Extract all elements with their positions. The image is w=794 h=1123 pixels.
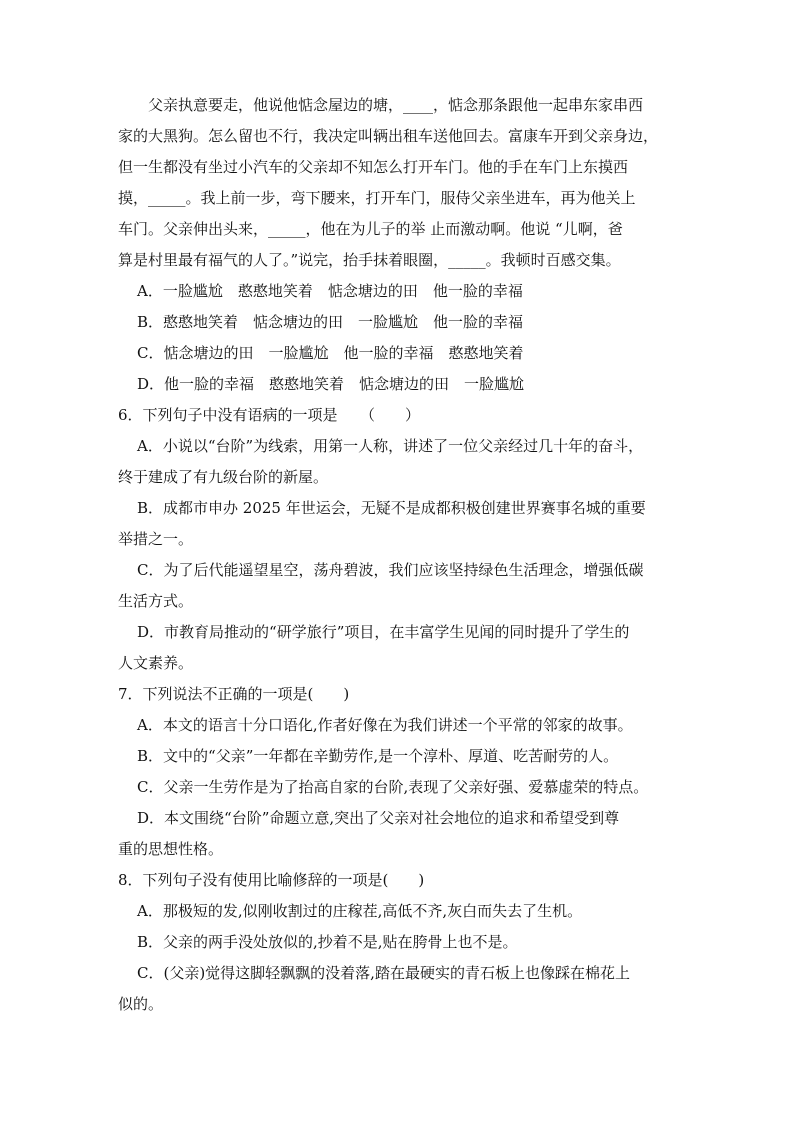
- q5-option-d: D．他一脸的幸福 憨憨地笑着 惦念塘边的田 一脸尴尬: [137, 375, 525, 393]
- q6-option-b: B．成都市申办 2025 年世运会，无疑不是成都积极创建世界赛事名城的重要: [137, 499, 646, 517]
- q6-option-d-cont: 人文素养。: [118, 654, 194, 672]
- q8-option-c-cont: 似的。: [118, 995, 164, 1013]
- q8-option-b: B．父亲的两手没处放似的,抄着不是,贴在胯骨上也不是。: [137, 933, 518, 951]
- q6-option-a: A．小说以“台阶”为线索，用第一人称，讲述了一位父亲经过几十年的奋斗，: [137, 437, 644, 455]
- q6-option-a-cont: 终于建成了有九级台阶的新屋。: [118, 468, 329, 486]
- q8-stem: 8．下列句子没有使用比喻修辞的一项是( ): [118, 871, 425, 889]
- q7-option-b: B．文中的“父亲”一年都在辛勤劳作,是一个淳朴、厚道、吃苦耐劳的人。: [137, 747, 619, 765]
- q6-stem: 6．下列句子中没有语病的一项是 （ ）: [118, 406, 421, 424]
- q7-option-d: D．本文围绕“台阶”命题立意,突出了父亲对社会地位的追求和希望受到尊: [137, 809, 620, 827]
- q8-option-a: A．那极短的发,似刚收割过的庄稼茬,高低不齐,灰白而失去了生机。: [137, 902, 583, 920]
- q7-option-a: A．本文的语言十分口语化,作者好像在为我们讲述一个平常的邻家的故事。: [137, 716, 633, 734]
- q5-option-b: B．憨憨地笑着 惦念塘边的田 一脸尴尬 他一脸的幸福: [137, 313, 524, 331]
- passage-line: 车门。父亲伸出头来，_____，他在为儿子的举 止而激动啊。他说 “儿啊，爸: [118, 220, 623, 238]
- q7-option-d-cont: 重的思想性格。: [118, 840, 224, 858]
- q5-option-c: C．惦念塘边的田 一脸尴尬 他一脸的幸福 憨憨地笑着: [137, 344, 524, 362]
- q7-option-c: C．父亲一生劳作是为了抬高自家的台阶,表现了父亲好强、爱慕虚荣的特点。: [137, 778, 649, 796]
- document-page: [118, 90, 680, 1020]
- q7-stem: 7．下列说法不正确的一项是( ): [118, 685, 350, 703]
- q5-option-a: A．一脸尴尬 憨憨地笑着 惦念塘边的田 他一脸的幸福: [137, 282, 523, 300]
- passage-line: 但一生都没有坐过小汽车的父亲却不知怎么打开车门。他的手在车门上东摸西: [118, 158, 629, 176]
- q6-option-d: D．市教育局推动的“研学旅行”项目，在丰富学生见闻的同时提升了学生的: [137, 623, 630, 641]
- q8-option-c: C．(父亲)觉得这脚轻飘飘的没着落,踏在最硬实的青石板上也像踩在棉花上: [137, 964, 630, 982]
- passage-line: 摸，_____。我上前一步，弯下腰来，打开车门，服侍父亲坐进车，再为他关上: [118, 189, 636, 207]
- q6-option-c: C．为了后代能遥望星空，荡舟碧波，我们应该坚持绿色生活理念，增强低碳: [137, 561, 644, 579]
- q6-option-c-cont: 生活方式。: [118, 592, 194, 610]
- passage-line: 父亲执意要走，他说他惦念屋边的塘，____，惦念那条跟他一起串东家串西: [148, 96, 644, 114]
- passage-line: 算是村里最有福气的人了。”说完，抬手抹着眼圈，_____。我顿时百感交集。: [118, 251, 621, 269]
- q6-option-b-cont: 举措之一。: [118, 530, 194, 548]
- passage-line: 家的大黑狗。怎么留也不行，我决定叫辆出租车送他回去。富康车开到父亲身边，: [118, 127, 659, 145]
